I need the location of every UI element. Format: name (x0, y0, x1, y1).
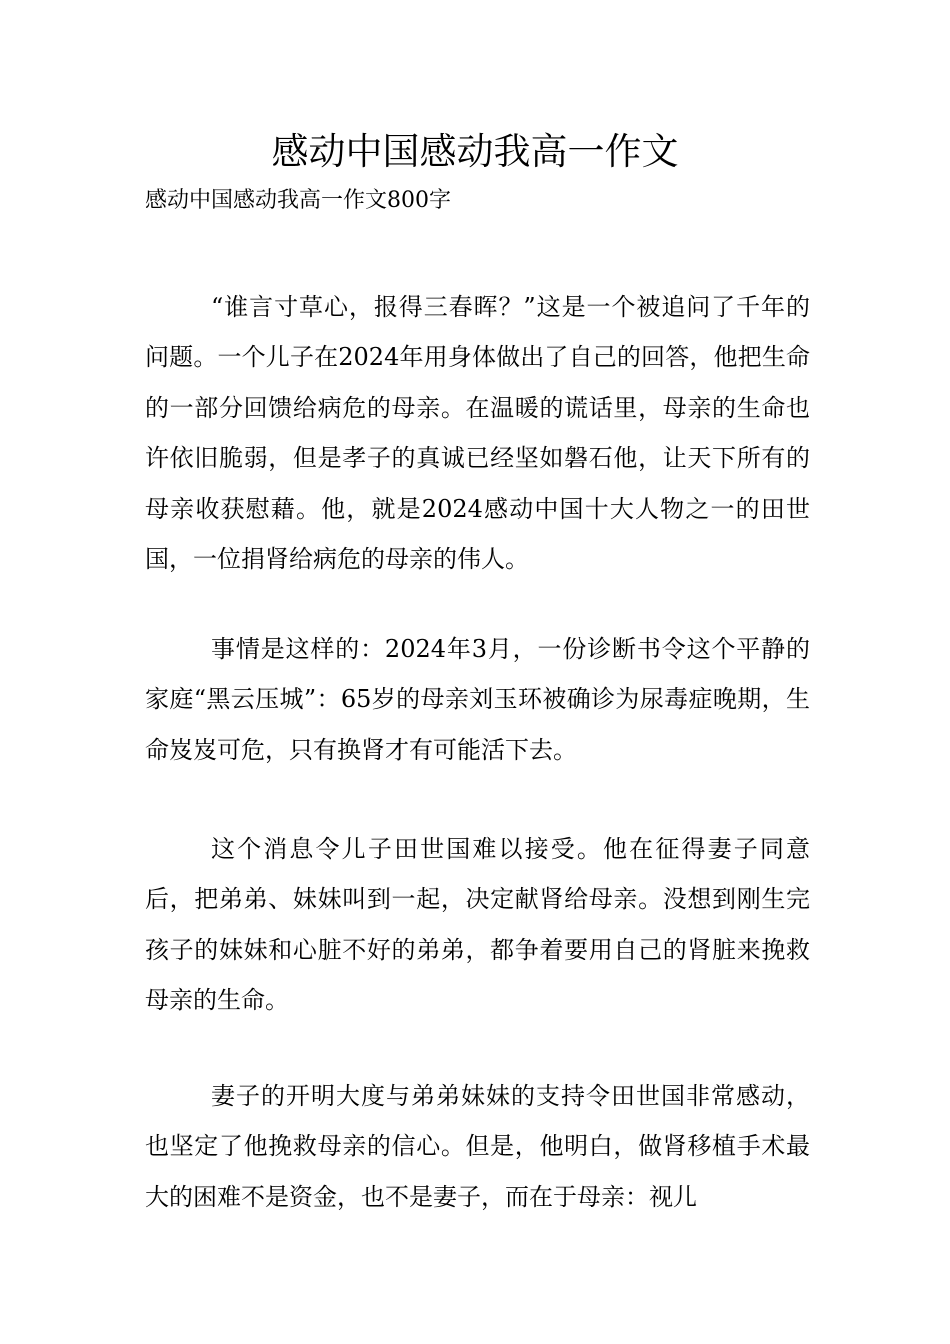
document-title: 感动中国感动我高一作文 (271, 130, 679, 173)
paragraph-1: “谁言寸草心，报得三春晖？”这是一个被追问了千年的问题。一个儿子在2024年用身体做出了自己的回答，他把生命的一部分回馈给病危的母亲。在温暖的谎话里，母亲的生命也许依旧脆弱，但是孝子的真诚已经坚如磐石他，让天下所有的母亲收获慰藉。他，就是2024感动中国十大人物之一的田世国，一位捐肾给病危的母亲的伟人。 (145, 293, 810, 574)
paragraph-2: 事情是这样的：2024年3月，一份诊断书令这个平静的家庭“黑云压城”：65岁的母亲刘玉环被确诊为尿毒症晚期，生命岌岌可危，只有换肾才有可能活下去。 (145, 635, 810, 764)
paragraph-4: 妻子的开明大度与弟弟妹妹的支持令田世国非常感动，也坚定了他挽救母亲的信心。但是，他明白，做肾移植手术最大的困难不是资金，也不是妻子，而在于母亲：视儿 (145, 1082, 810, 1211)
document-subtitle: 感动中国感动我高一作文800字 (145, 188, 451, 213)
paragraph-3: 这个消息令儿子田世国难以接受。他在征得妻子同意后，把弟弟、妹妹叫到一起，决定献肾给母亲。没想到刚生完孩子的妹妹和心脏不好的弟弟，都争着要用自己的肾脏来挽救母亲的生命。 (145, 835, 810, 1015)
